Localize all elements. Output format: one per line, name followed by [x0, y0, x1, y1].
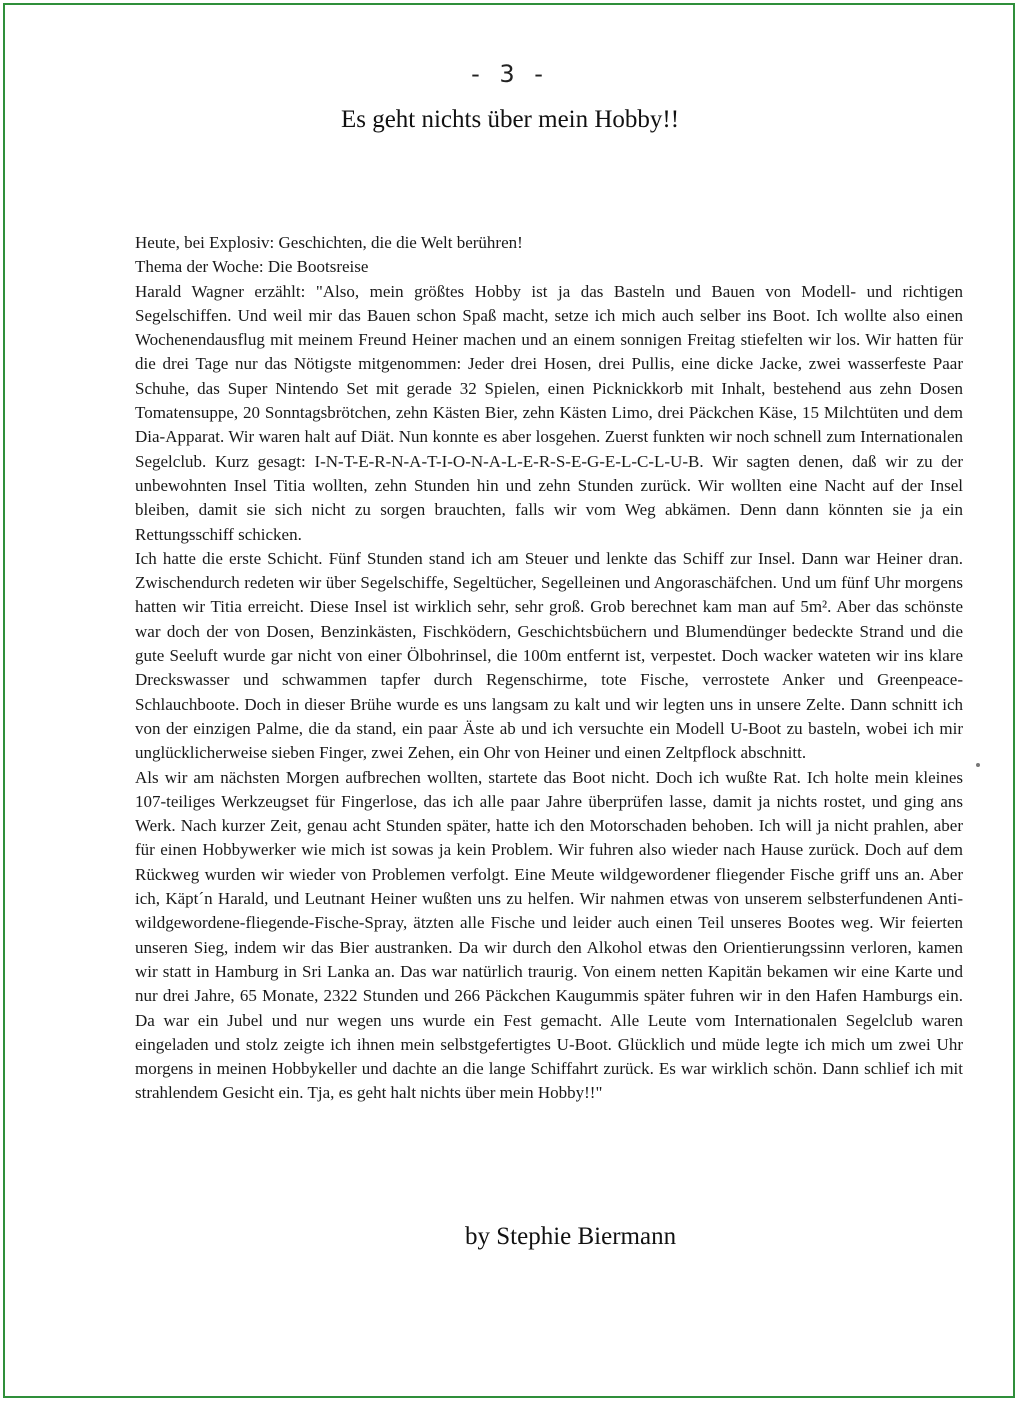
paragraph: Als wir am nächsten Morgen aufbrechen wollten, startete das Boot nicht. Doch ich wußte Rat. Ich holte mein kleines 107-teiliges Werkzeugset für Fingerlose, das ich alle paar Jahre überprüfen lasse, damit ja nichts rostet, und ging ans Werk. Nach kurzer Zeit, genau acht Stunden später, hatte ich den Motorschaden behoben. Ich will ja nicht prahlen, aber für einen Hobbywerker wie mich ist sowas ja kein Problem. Wir fuhren also wieder nach Hause zurück. Doch auf dem Rückweg wurden wir wieder von Problemen verfolgt. Eine Meute wildgewordener fliegender Fische griff uns an. Aber ich, Käpt´n Harald, und Leutnant Heiner wußten uns zu helfen. Wir nahmen etwas von unserem selbsterfundenen Anti-wildgewordene-fliegende-Fische-Spray, ätzten alle Fische und leider auch einen Teil unseres Bootes weg. Wir feierten unseren Sieg, indem wir das Bier austranken. Da wir durch den Alkohol etwas den Orientierungssinn verloren, kamen wir statt in Hamburg in Sri Lanka an. Das war natürlich traurig. Von einem netten Kapitän bekamen wir eine Karte und nur drei Jahre, 65 Monate, 2322 Stunden und 266 Päckchen Kaugummis später fuhren wir in den Hafen Hamburgs ein. Da war ein Jubel und nur wegen uns wurde ein Fest gemacht. Alle Leute vom Internationalen Segelclub waren eingeladen und stolz zeigte ich ihnen mein selbstgefertigtes U-Boot. Glücklich und müde legte ich mich um zwei Uhr morgens in meinen Hobbykeller und dachte an die lange Schiffahrt zurück. Es war wirklich schön. Dann schlief ich mit strahlendem Gesicht ein. Tja, es geht halt nichts über mein Hobby!!"	[135, 767, 963, 1103]
page-number: - 3 -	[471, 60, 549, 88]
scan-speck	[976, 763, 980, 767]
paragraph: Harald Wagner erzählt: "Also, mein größtes Hobby ist ja das Basteln und Bauen von Modell- und richtigen Segelschiffen. Und weil mir das Bauen schon Spaß macht, setze ich mich auch selber ins Boot. Ich wollte also einen Wochenendausflug mit meinem Freund Heiner machen und an einem sonnigen Freitag stiefelten wir los. Wir hatten für die drei Tage nur das Nötigste mitgenommen: Jeder drei Hosen, drei Pullis, eine dicke Jacke, zwei wasserfeste Paar Schuhe, das Super Nintendo Set mit gerade 32 Spielen, einen Picknickkorb mit Inhalt, bestehend aus zehn Dosen Tomatensuppe, 20 Sonntagsbrötchen, zehn Kästen Bier, zehn Kästen Limo, drei Päckchen Käse, 15 Milchtüten und dem Dia-Apparat. Wir waren halt auf Diät. Nun konnte es aber losgehen. Zuerst funkten wir noch schnell zum Internationalen Segelclub. Kurz gesagt: I-N-T-E-R-N-A-T-I-O-N-A-L-E-R-S-E-G-E-L-C-L-U-B. Wir sagten denen, daß wir zu der unbewohnten Insel Titia wollten, zehn Stunden hin und zehn Stunden zurück. Wir wollten eine Nacht auf der Insel bleiben, damit sie sich nicht zu sorgen brauchten, falls wir vom Weg abkämen. Denn dann könnten sie ja ein Rettungsschiff schicken.	[135, 281, 963, 544]
paragraph: Ich hatte die erste Schicht. Fünf Stunden stand ich am Steuer und lenkte das Schiff zur Insel. Dann war Heiner dran. Zwischendurch redeten wir über Segelschiffe, Segeltücher, Segelleinen und Angoraschäfchen. Und um fünf Uhr morgens hatten wir Titia erreicht. Diese Insel ist wirklich sehr, sehr groß. Grob berechnet kam man auf 5m². Aber das schönste war doch der von Dosen, Benzinkästen, Fischködern, Geschichtsbüchern und Blumendünger bedeckte Strand und die gute Seeluft wurde gar nicht von einer Ölbohrinsel, die 100m entfernt ist, verpestet. Doch wacker wateten wir ins klare Dreckswasser und schwammen tapfer durch Regenschirme, tote Fische, verrostete Anker und Greenpeace-Schlauchboote. Doch in dieser Brühe wurde es uns langsam zu kalt und wir legten uns in unsere Zelte. Dann schnitt ich von der einzigen Palme, die da stand, ein paar Äste ab und ich versuchte ein Modell U-Boot zu basteln, wobei ich mir unglücklicherweise sieben Finger, zwei Zehen, ein Ohr von Heiner und einen Zeltpflock abschnitt.	[135, 548, 963, 763]
author-byline: by Stephie Biermann	[465, 1223, 677, 1250]
topic-line: Thema der Woche: Die Bootsreise	[135, 257, 369, 277]
intro-line: Heute, bei Explosiv: Geschichten, die die Welt berühren!	[135, 233, 523, 252]
document-title: Es geht nichts über mein Hobby!!	[340, 106, 680, 133]
story-body	[135, 231, 963, 1106]
